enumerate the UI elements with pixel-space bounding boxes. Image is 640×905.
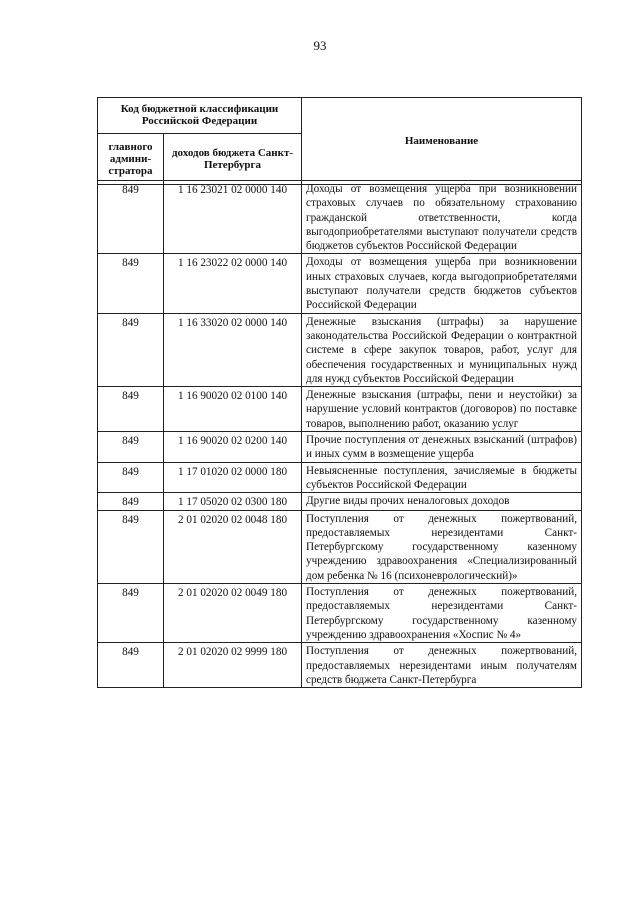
income-code-cell: 2 01 02020 02 0048 180 [164, 510, 302, 583]
admin-column-header: главного админи-стратора [98, 133, 164, 184]
income-code-cell: 1 16 90020 02 0100 140 [164, 387, 302, 432]
table-row [98, 387, 582, 432]
classification-code-header: Код бюджетной классификации Российской Федерации [98, 98, 302, 134]
income-name-cell: Невыясненные поступления, зачисляемые в бюджеты субъектов Российской Федерации [302, 462, 582, 493]
income-name-cell: Другие виды прочих неналоговых доходов [302, 493, 582, 510]
admin-code-cell: 849 [98, 181, 164, 254]
admin-code-cell: 849 [98, 432, 164, 463]
income-code-cell: 2 01 02020 02 9999 180 [164, 643, 302, 688]
income-code-cell: 1 16 23022 02 0000 140 [164, 254, 302, 313]
admin-code-cell: 849 [98, 493, 164, 510]
name-column-header: Наименование [302, 98, 582, 185]
income-name-cell: Поступления от денежных пожертвований, предоставляемых нерезидентами иным получателям средств бюджета Санкт-Петербурга [302, 643, 582, 688]
admin-code-cell: 849 [98, 643, 164, 688]
table-row [98, 254, 582, 313]
table-row [98, 181, 582, 254]
table-row [98, 510, 582, 583]
admin-code-cell: 849 [98, 462, 164, 493]
admin-code-cell: 849 [98, 313, 164, 386]
table-row [98, 643, 582, 688]
admin-code-cell: 849 [98, 584, 164, 643]
table-body [98, 181, 582, 688]
income-name-cell: Поступления от денежных пожертвований, предоставляемых нерезидентами Санкт-Петербургскому государственному казенному учреждению здравоохранения «Специализированный дом ребенка № 16 (психоневрологический)» [302, 510, 582, 583]
admin-code-cell: 849 [98, 254, 164, 313]
admin-code-cell: 849 [98, 510, 164, 583]
table-row [98, 584, 582, 643]
income-name-cell: Денежные взыскания (штрафы) за нарушение законодательства Российской Федерации о контрактной системе в сфере закупок товаров, работ, услуг для обеспечения государственных и муниципальных нужд для нужд субъектов Российской Федерации [302, 313, 582, 386]
table-header [97, 97, 582, 185]
revenue-codes-table [97, 180, 582, 688]
income-name-cell: Прочие поступления от денежных взысканий (штрафов) и иных сумм в возмещение ущерба [302, 432, 582, 463]
income-name-cell: Доходы от возмещения ущерба при возникновении иных страховых случаев, когда выгодоприобретателями выступают получатели средств бюджетов субъектов Российской Федерации [302, 254, 582, 313]
income-column-header: доходов бюджета Санкт-Петербурга [164, 133, 302, 184]
admin-code-cell: 849 [98, 387, 164, 432]
income-code-cell: 1 16 90020 02 0200 140 [164, 432, 302, 463]
income-name-cell: Доходы от возмещения ущерба при возникновении страховых случаев по обязательному страхованию гражданской ответственности, когда выгодоприобретателями выступают получатели средств бюджетов субъектов Российской Федерации [302, 181, 582, 254]
income-code-cell: 1 16 33020 02 0000 140 [164, 313, 302, 386]
table-row [98, 462, 582, 493]
income-code-cell: 1 16 23021 02 0000 140 [164, 181, 302, 254]
table-row [98, 432, 582, 463]
income-name-cell: Поступления от денежных пожертвований, предоставляемых нерезидентами Санкт-Петербургскому государственному казенному учреждению здравоохранения «Хоспис № 4» [302, 584, 582, 643]
income-code-cell: 1 17 05020 02 0300 180 [164, 493, 302, 510]
table-row [98, 493, 582, 510]
table-row [98, 313, 582, 386]
page-number: 93 [313, 38, 327, 53]
income-code-cell: 2 01 02020 02 0049 180 [164, 584, 302, 643]
income-code-cell: 1 17 01020 02 0000 180 [164, 462, 302, 493]
income-name-cell: Денежные взыскания (штрафы, пени и неустойки) за нарушение условий контрактов (договоров) по поставке товаров, выполнению работ, оказанию услуг [302, 387, 582, 432]
